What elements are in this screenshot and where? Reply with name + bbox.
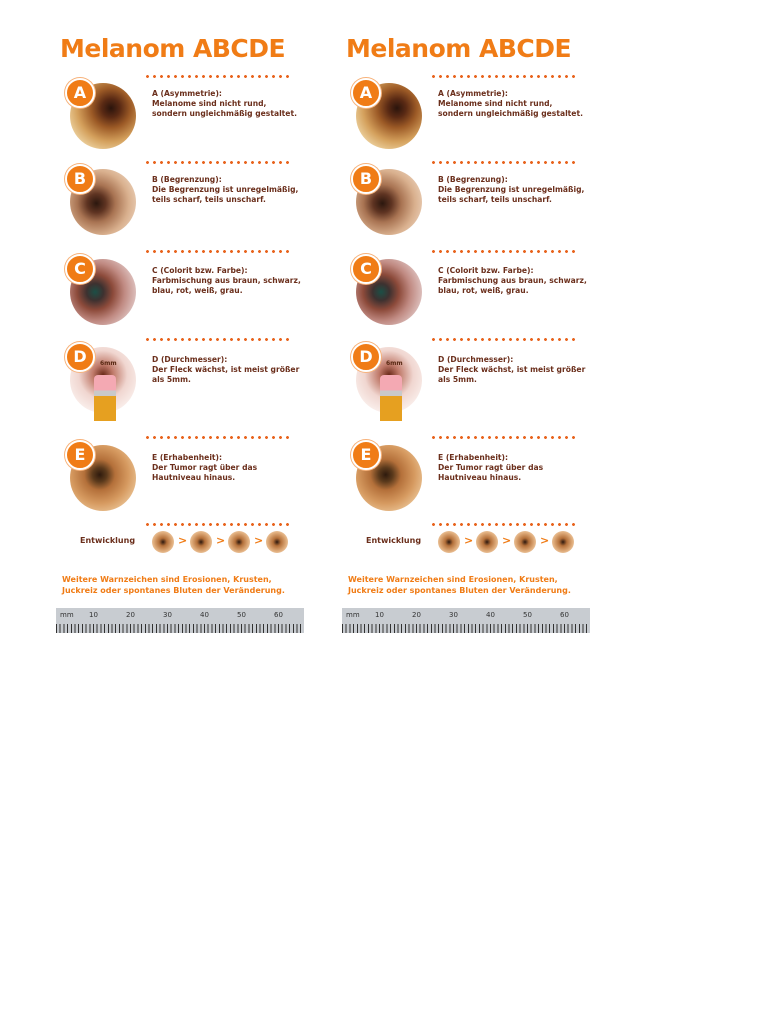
ruler-unit-label: mm	[60, 611, 74, 619]
criterion-b-heading: B (Begrenzung):	[438, 175, 508, 184]
development-stage-3-image	[228, 531, 250, 553]
development-stage-2-image	[476, 531, 498, 553]
letter-b-badge: B	[351, 164, 381, 194]
development-stage-1-image	[152, 531, 174, 553]
letter-b-badge: B	[65, 164, 95, 194]
dotted-divider	[144, 250, 290, 253]
letter-e-badge: E	[351, 440, 381, 470]
mm-ruler	[56, 608, 304, 633]
dotted-divider	[430, 523, 576, 526]
development-arrow: >	[540, 534, 550, 547]
ruler-label: 30	[449, 611, 458, 619]
melanoma-card-left	[56, 30, 306, 636]
development-sequence	[438, 529, 578, 553]
ruler-label: 60	[560, 611, 569, 619]
development-stage-2-image	[190, 531, 212, 553]
warning-signs-text: Weitere Warnzeichen sind Erosionen, Krusten, Juckreiz oder spontanes Bluten der Veränderung.	[62, 575, 285, 595]
ruler-label: 20	[412, 611, 421, 619]
criterion-e-body: Der Tumor ragt über das Hautniveau hinaus.	[438, 463, 544, 482]
development-arrow: >	[178, 534, 188, 547]
development-stage-1-image	[438, 531, 460, 553]
criterion-c-text	[152, 266, 302, 296]
criterion-e-heading: E (Erhabenheit):	[438, 453, 509, 462]
criterion-a-body: Melanome sind nicht rund, sondern ungleichmäßig gestaltet.	[152, 99, 297, 118]
dotted-divider	[430, 436, 576, 439]
diameter-marker-label: 6mm	[386, 360, 403, 367]
letter-d-badge: D	[351, 342, 381, 372]
mm-ruler	[342, 608, 590, 633]
criterion-c-heading: C (Colorit bzw. Farbe):	[438, 266, 534, 275]
letter-c-badge: C	[65, 254, 95, 284]
letter-a-badge: A	[65, 78, 95, 108]
ruler-label: 20	[126, 611, 135, 619]
dotted-divider	[430, 250, 576, 253]
dotted-divider	[430, 338, 576, 341]
pencil-eraser-icon	[380, 375, 402, 421]
ruler-label: 40	[200, 611, 209, 619]
development-stage-4-image	[552, 531, 574, 553]
development-label: Entwicklung	[80, 536, 136, 545]
dotted-divider	[430, 161, 576, 164]
diameter-marker-label: 6mm	[100, 360, 117, 367]
dotted-divider	[144, 75, 290, 78]
development-stage-3-image	[514, 531, 536, 553]
letter-a-badge: A	[351, 78, 381, 108]
criterion-d-text	[438, 355, 588, 385]
development-arrow: >	[502, 534, 512, 547]
ruler-label: 30	[163, 611, 172, 619]
card-title: Melanom ABCDE	[60, 34, 286, 63]
criterion-a-heading: A (Asymmetrie):	[152, 89, 222, 98]
letter-e-badge: E	[65, 440, 95, 470]
ruler-label: 50	[523, 611, 532, 619]
ruler-label: 60	[274, 611, 283, 619]
development-arrow: >	[216, 534, 226, 547]
criterion-c-heading: C (Colorit bzw. Farbe):	[152, 266, 248, 275]
criterion-c-text	[438, 266, 588, 296]
criterion-e-text	[438, 453, 588, 483]
melanoma-card-right	[342, 30, 592, 636]
criterion-d-body: Der Fleck wächst, ist meist größer als 5mm.	[438, 365, 586, 384]
development-label: Entwicklung	[366, 536, 422, 545]
dotted-divider	[144, 436, 290, 439]
ruler-ticks	[56, 624, 304, 633]
dotted-divider	[430, 75, 576, 78]
criterion-a-body: Melanome sind nicht rund, sondern ungleichmäßig gestaltet.	[438, 99, 583, 118]
dotted-divider	[144, 161, 290, 164]
criterion-d-heading: D (Durchmesser):	[438, 355, 514, 364]
criterion-d-heading: D (Durchmesser):	[152, 355, 228, 364]
criterion-a-text	[152, 89, 302, 119]
letter-c-badge: C	[351, 254, 381, 284]
dotted-divider	[144, 338, 290, 341]
criterion-b-text	[438, 175, 588, 205]
criterion-e-text	[152, 453, 302, 483]
criterion-b-heading: B (Begrenzung):	[152, 175, 222, 184]
ruler-unit-label: mm	[346, 611, 360, 619]
criterion-e-body: Der Tumor ragt über das Hautniveau hinaus.	[152, 463, 258, 482]
criterion-a-heading: A (Asymmetrie):	[438, 89, 508, 98]
ruler-label: 40	[486, 611, 495, 619]
criterion-c-body: Farbmischung aus braun, schwarz, blau, rot, weiß, grau.	[438, 276, 587, 295]
criterion-e-heading: E (Erhabenheit):	[152, 453, 223, 462]
ruler-label: 10	[375, 611, 384, 619]
ruler-label: 50	[237, 611, 246, 619]
warning-signs-text: Weitere Warnzeichen sind Erosionen, Krusten, Juckreiz oder spontanes Bluten der Veränderung.	[348, 575, 571, 595]
criterion-b-body: Die Begrenzung ist unregelmäßig, teils scharf, teils unscharf.	[438, 185, 585, 204]
pencil-eraser-icon	[94, 375, 116, 421]
criterion-d-text	[152, 355, 302, 385]
ruler-label: 10	[89, 611, 98, 619]
development-stage-4-image	[266, 531, 288, 553]
criterion-b-text	[152, 175, 302, 205]
ruler-ticks	[342, 624, 590, 633]
development-sequence	[152, 529, 292, 553]
development-arrow: >	[254, 534, 264, 547]
card-title: Melanom ABCDE	[346, 34, 572, 63]
letter-d-badge: D	[65, 342, 95, 372]
criterion-d-body: Der Fleck wächst, ist meist größer als 5mm.	[152, 365, 300, 384]
criterion-a-text	[438, 89, 588, 119]
dotted-divider	[144, 523, 290, 526]
development-arrow: >	[464, 534, 474, 547]
criterion-b-body: Die Begrenzung ist unregelmäßig, teils scharf, teils unscharf.	[152, 185, 299, 204]
criterion-c-body: Farbmischung aus braun, schwarz, blau, rot, weiß, grau.	[152, 276, 301, 295]
